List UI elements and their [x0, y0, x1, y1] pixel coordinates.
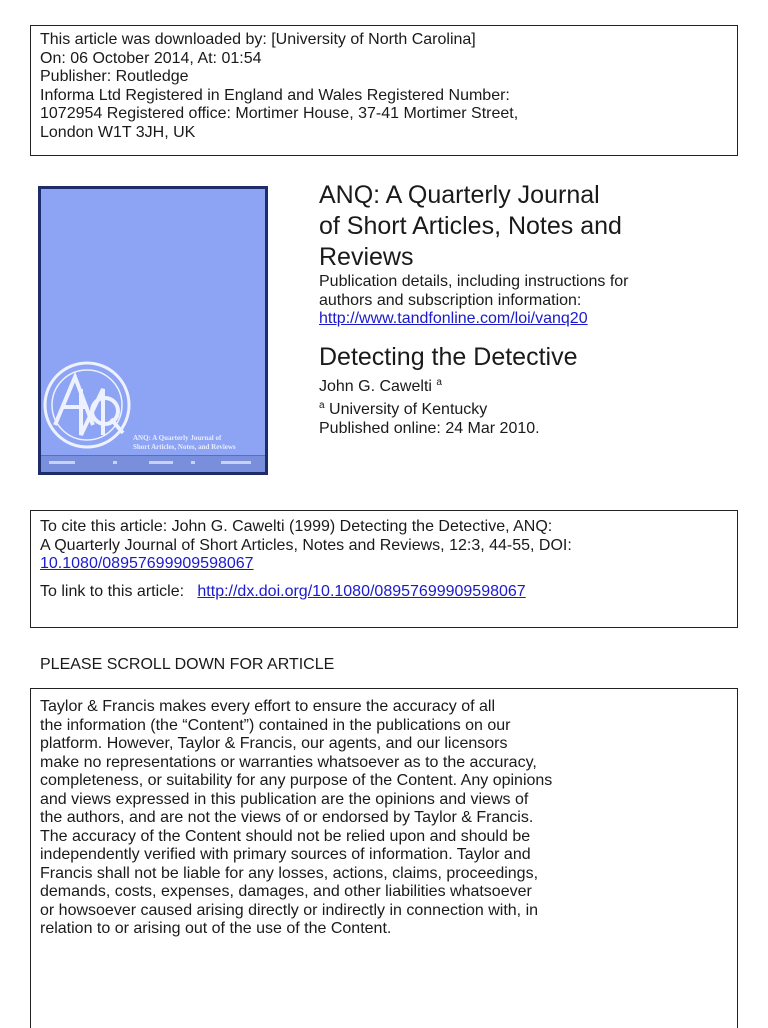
- author-name: John G. Cawelti: [319, 378, 432, 395]
- disclaimer-line: make no representations or warranties whatsoever as to the accuracy,: [40, 753, 537, 771]
- cover-tagline: [133, 434, 261, 452]
- affiliation-name: University of Kentucky: [329, 401, 488, 418]
- strip-mark: [149, 461, 173, 464]
- disclaimer-line: independently verified with primary sources of information. Taylor and: [40, 846, 531, 863]
- download-line: 1072954 Registered office: Mortimer House, 37-41 Mortimer Street,: [40, 105, 519, 122]
- strip-mark: [191, 461, 195, 464]
- disclaimer-line: and views expressed in this publication are the opinions and views of: [40, 790, 529, 808]
- anq-logo-icon: [41, 359, 137, 455]
- download-line: Publisher: Routledge: [40, 68, 189, 85]
- journal-url-link[interactable]: http://www.tandfonline.com/loi/vanq20: [319, 310, 588, 327]
- journal-title: [319, 180, 739, 273]
- affiliation-line: [319, 401, 487, 419]
- disclaimer-line: completeness, or suitability for any purpose of the Content. Any opinions: [40, 772, 553, 789]
- doi-link[interactable]: 10.1080/08957699909598067: [40, 555, 254, 572]
- journal-title-line: ANQ: A Quarterly Journal: [319, 181, 600, 209]
- citation-box: [30, 510, 738, 628]
- cover-tagline-line: Short Articles, Notes, and Reviews: [133, 443, 236, 451]
- disclaimer-line: the information (the “Content”) contained in the publications on our: [40, 716, 511, 734]
- journal-title-line: Reviews: [319, 243, 414, 271]
- journal-cover-image: [38, 186, 268, 475]
- cover-tagline-line: ANQ: A Quarterly Journal of: [133, 434, 222, 442]
- disclaimer-line: platform. However, Taylor & Francis, our agents, and our licensors: [40, 735, 508, 752]
- article-title: Detecting the Detective: [319, 343, 578, 371]
- disclaimer-line: or howsoever caused arising directly or indirectly in connection with, in: [40, 901, 539, 919]
- download-notice-box: [30, 25, 738, 156]
- article-link-line: [40, 583, 728, 602]
- citation-line: To cite this article: John G. Cawelti (1999) Detecting the Detective, ANQ:: [40, 518, 553, 535]
- disclaimer-line: the authors, and are not the views of or endorsed by Taylor & Francis.: [40, 809, 534, 826]
- disclaimer-line: relation to or arising out of the use of the Content.: [40, 920, 392, 937]
- download-line: London W1T 3JH, UK: [40, 123, 196, 141]
- article-url-link[interactable]: http://dx.doi.org/10.1080/08957699909598067: [197, 582, 526, 600]
- published-date: Published online: 24 Mar 2010.: [319, 420, 540, 437]
- cover-bottom-strip: [41, 455, 265, 472]
- journal-title-line: of Short Articles, Notes and: [319, 212, 622, 240]
- author-affiliation-marker: a: [436, 377, 442, 388]
- download-line: Informa Ltd Registered in England and Wales Registered Number:: [40, 86, 510, 104]
- publication-details: [319, 273, 739, 329]
- cover-panel: [41, 189, 265, 472]
- strip-mark: [113, 461, 117, 464]
- disclaimer-line: demands, costs, expenses, damages, and other liabilities whatsoever: [40, 883, 532, 900]
- strip-mark: [49, 461, 75, 464]
- disclaimer-line: Taylor & Francis makes every effort to ensure the accuracy of all: [40, 698, 496, 715]
- details-line: Publication details, including instructions for: [319, 273, 629, 290]
- download-line: This article was downloaded by: [University of North Carolina]: [40, 31, 476, 48]
- link-label: To link to this article:: [40, 582, 185, 600]
- author-line: [319, 378, 442, 396]
- disclaimer-box: [30, 688, 738, 1028]
- scroll-down-notice: PLEASE SCROLL DOWN FOR ARTICLE: [40, 656, 335, 673]
- disclaimer-line: The accuracy of the Content should not be relied upon and should be: [40, 827, 531, 845]
- strip-mark: [221, 461, 251, 464]
- citation-line: A Quarterly Journal of Short Articles, Notes and Reviews, 12:3, 44-55, DOI:: [40, 536, 572, 554]
- disclaimer-line: Francis shall not be liable for any losses, actions, claims, proceedings,: [40, 864, 539, 882]
- details-line: authors and subscription information:: [319, 291, 582, 309]
- download-line: On: 06 October 2014, At: 01:54: [40, 49, 262, 67]
- affiliation-marker: a: [319, 400, 325, 411]
